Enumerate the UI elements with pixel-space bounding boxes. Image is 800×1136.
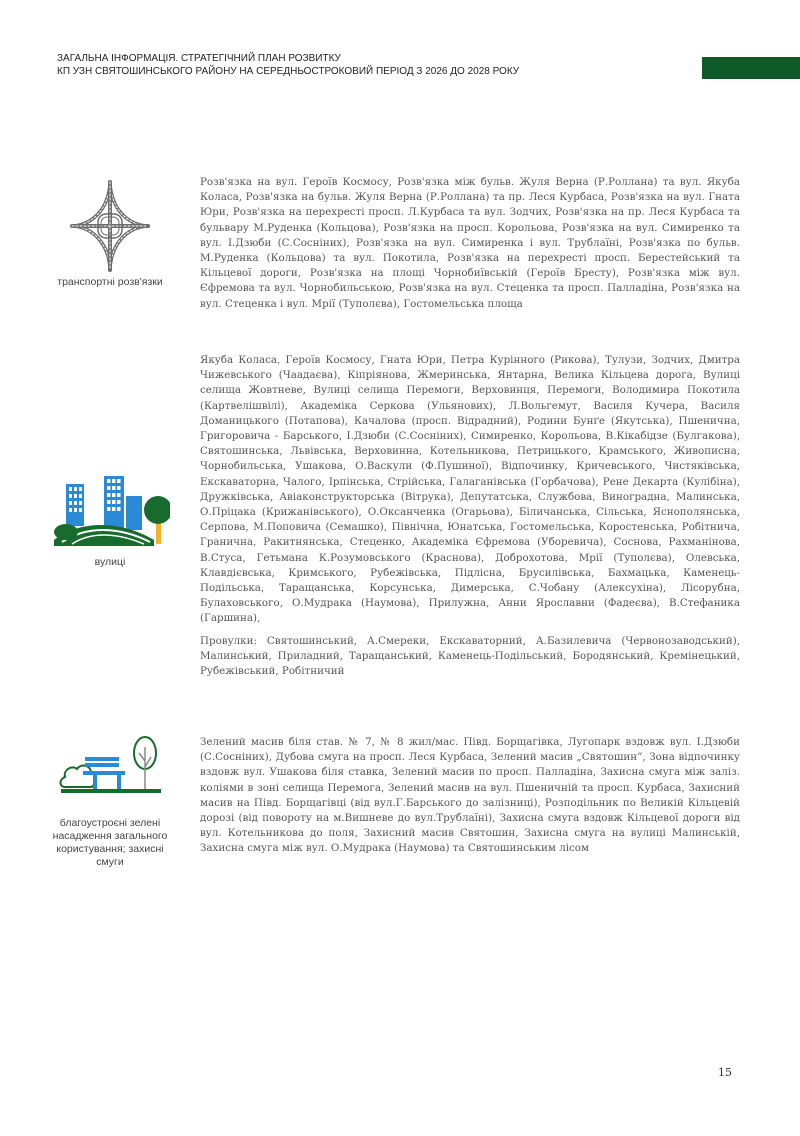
streets-city-icon (50, 470, 170, 546)
section-text (200, 353, 740, 679)
section-paragraph: Зелений масив біля став. № 7, № 8 жил/мас. Півд. Борщагівка, Лугопарк вздовж вул. І.Дзюби (С.Сосніних), Дубова смуга на просп. Леся Курбаса, Зелений масив „Святошин”, Зона відпочинку вздовж вул. Ушакова біля ставка, Зелений масив по просп. Палладіна, Захисна смуга між заліз. коліями в зоні селища Перемога, Зелений масив на вул. Пшеничній та просп. Курбаса, Захисний масив на Півд. Борщагівці (від вул.Г.Барського до залізниці), Розподільник по Великій Кільцевій дорозі (від повороту на м.Вишневе до вул.Трублаїні), Захисна смуга вздовж Кільцевої дороги від вул. Котельникова до поля, Захисний масив Святошин, Захисна смуга на вулиці Малинській, Захисна смуга між вул. О.Мудрака (Наумова) та Святошинським лісом (200, 736, 740, 855)
section-text (200, 175, 740, 312)
section-text (200, 735, 740, 857)
section-icon-block (45, 180, 175, 289)
header-line-2: КП УЗН СВЯТОШИНСЬКОГО РАЙОНУ НА СЕРЕДНЬОСТРОКОВИЙ ПЕРІОД З 2026 ДО 2028 РОКУ (57, 66, 520, 77)
highway-interchange-icon (70, 180, 150, 272)
section-paragraph: Провулки: Святошинський, А.Смереки, Екскаваторний, А.Базилевича (Червонозаводський), Малинський, Приладний, Таращанський, Каменець-Подільський, Бородянський, Кремінецький, Рубежівський, Робітничий (200, 634, 740, 678)
park-bench-tree-icon (55, 735, 165, 799)
section-label: вулиці (94, 556, 126, 568)
section-label: транспортні розв'язки (57, 276, 163, 288)
document-header (57, 52, 697, 78)
page-number: 15 (718, 1066, 732, 1079)
section-icon-block (45, 735, 175, 869)
section-paragraph: Розв'язка на вул. Героїв Космосу, Розв'язка між бульв. Жуля Верна (Р.Роллана) та вул. Якуба Коласа, Розв'язка на бульв. Жуля Верна (Р.Роллана) та пр. Леся Курбаса, Розв'язка на вул. Гната Юри, Розв'язка на перехресті просп. Л.Курбаса та вул. Зодчих, Розв'язка на пр. Леся Курбаса та бульвару М.Руденка (Кольцова), Розв'язка на просп. Корольова, Розв'язка на вул. Симиренко та вул. І.Дзюби (С.Сосніних), Розв'язка на вул. Симиренка і вул. Трублаїні, Розв'язка по бульв. М.Руденка (Кольцова) та вул. Покотила, Розв'язка на перехресті просп. Берестейський та Кільцевої дороги, Розв'язка на площі Чорнобиївській (Героїв Бресту), Розв'язка між вул. Єфремова та вул. Чорнобильською, Розв'язка на вул. Стеценка та просп. Палладіна, Розв'язка на вул. Стеценка і вул. Мрії (Туполєва), Гостомельська площа (200, 176, 740, 310)
header-line-1: ЗАГАЛЬНА ІНФОРМАЦІЯ. СТРАТЕГІЧНИЙ ПЛАН РОЗВИТКУ (57, 53, 341, 64)
header-accent-bar (702, 57, 800, 79)
section-paragraph: Якуба Коласа, Героїв Космосу, Гната Юри, Петра Курінного (Рикова), Тулузи, Зодчих, Дмитра Чижевського (Чаадаєва), Кіпріянова, Жмеринська, Янтарна, Велика Кільцева дорога, Вулиці селища Жовтневе, Вулиці селища Перемоги, Верховинця, Перемоги, Володимира Покотила (Картвелішвілі), Академіка Серкова (Ульянових), Л.Вольгемут, Василя Кучера, Василя Доманицького (Потапова), Качалова (просп. Відрадний), Родини Бунґе (Якутська), Пшенична, Григоровича - Барського, І.Дзюби (С.Сосніних), Симиренко, Корольова, В.Кікабідзе (Булгакова), Святошинська, Львівська, Верховинна, Котельникова, Петрицького, Крамського, Живописна, Чорнобильська, Ушакова, О.Васкули (Ф.Пушиної), Відпочинку, Кричевського, Чистяківська, Екскаваторна, Чалого, Ірпінська, Стрійська, Галаганівська (Горбачова), Рене Декарта (Кулібіна), Дружківська, Авіаконструкторська (Вітрука), Депутатська, Службова, Виноградна, Малинська, О.Пріцака (Крижанівського), О.Оксанченка (Огарьова), Біличанська, Сільська, Яснополянська, Серпова, М.Поповича (Семашко), Північна, Юнатська, Гостомельська, Коростенська, Робітнича, Гранична, Ракитнянська, Стеценко, Академіка Єфремова (Уборевича), Соснова, Рахманінова, В.Стуса, Гетьмана К.Розумовського (Краснова), Доброхотова, Мрії (Туполєва), Олевська, Клавдієвська, Кримського, Рубежівська, Підлісна, Брусилівська, Бахмацька, Каменець-Подільська, Таращанська, Корсунська, Димерська, С.Чобану (Алексухіна), Лісорубна, Булаховського, О.Мудрака (Наумова), Прилужна, Анни Ярославни (Фадеєва), В.Стефаника (Гаршина), (200, 354, 740, 625)
section-label: благоустроєні зелені насадження загального користування; захисні смуги (52, 817, 168, 868)
section-icon-block (45, 470, 175, 569)
